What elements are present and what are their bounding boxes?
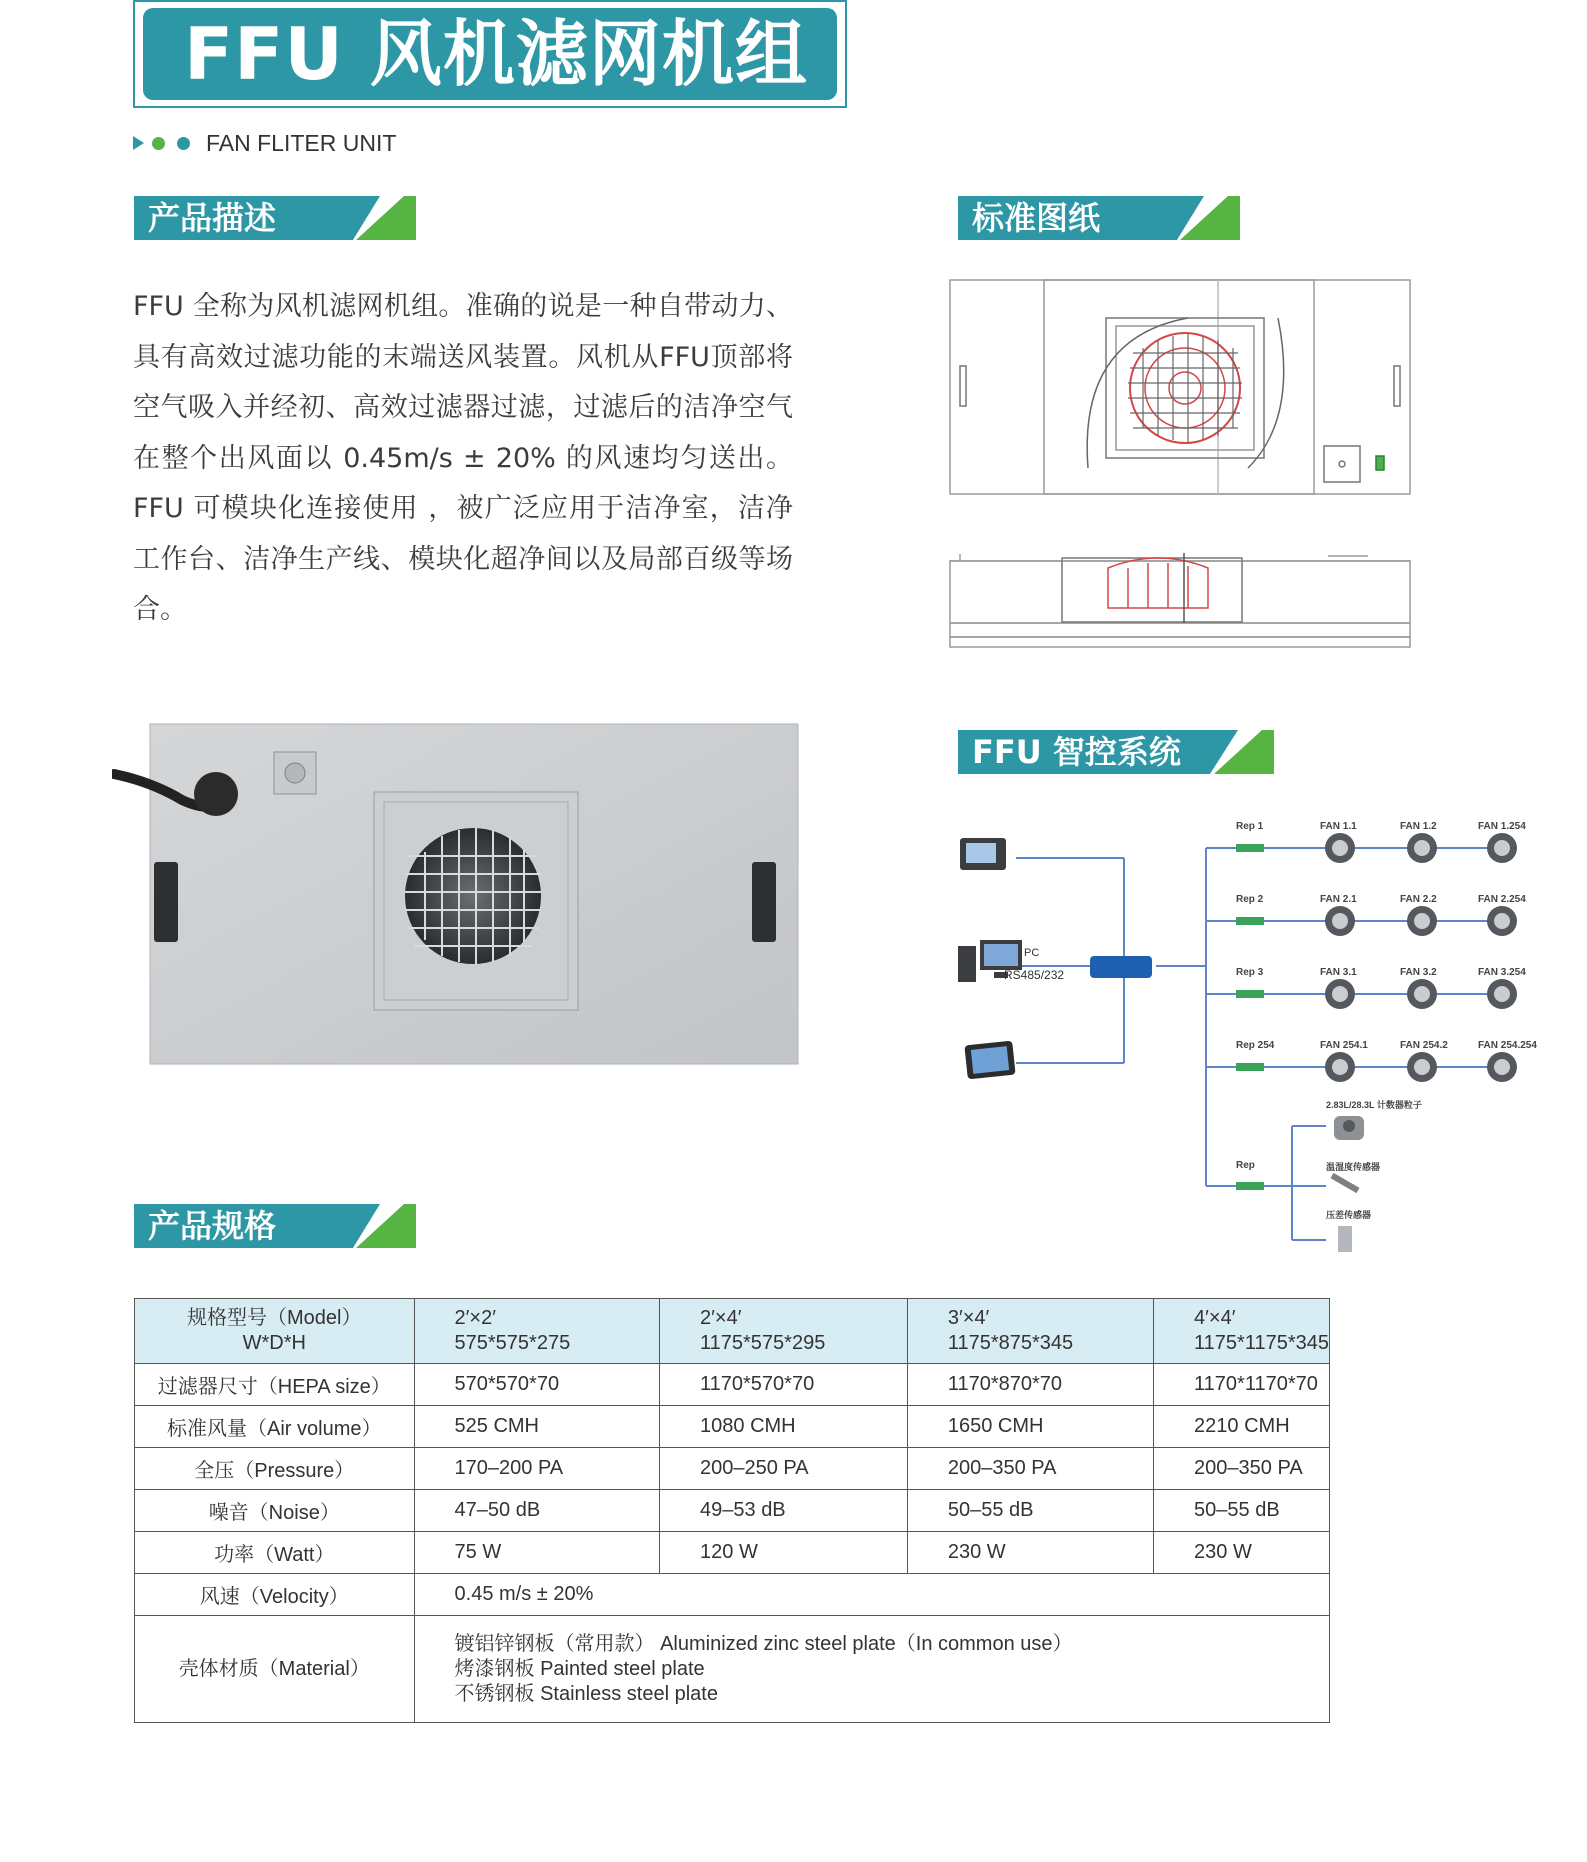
sensor-label: 压差传感器 <box>1326 1210 1372 1220</box>
section-title: 标准图纸 <box>972 199 1101 237</box>
control-system-diagram <box>906 808 1576 1268</box>
fan-icon <box>1487 833 1517 863</box>
tablet-icon <box>964 1041 1015 1080</box>
fan-label: FAN 1.254 <box>1478 821 1526 832</box>
table-row: 噪音（Noise） 47–50 dB 49–53 dB 50–55 dB 50–55 dB <box>135 1490 1330 1532</box>
product-photo <box>112 722 802 1072</box>
section-title: 产品规格 <box>148 1207 277 1245</box>
spec-table <box>134 1298 1330 1723</box>
green-dot-icon <box>152 137 165 150</box>
particle-counter-icon <box>1334 1116 1364 1140</box>
converter-icon <box>1090 956 1152 978</box>
fan-icon <box>1325 833 1355 863</box>
fan-icon <box>1407 833 1437 863</box>
sensor-label: 2.83L/28.3L 计数器粒子 <box>1326 1100 1422 1110</box>
repeater-icon <box>1236 990 1264 998</box>
page-title: FFU 风机滤网机组 <box>184 12 808 96</box>
fan-label: FAN 1.2 <box>1400 821 1437 832</box>
rep-label: Rep 2 <box>1236 894 1264 905</box>
fan-label: FAN 3.254 <box>1478 967 1526 978</box>
model-cell: 2′×2′ 575*575*275 <box>414 1299 659 1364</box>
fan-label: FAN 254.254 <box>1478 1040 1537 1051</box>
model-cell: 2′×4′ 1175*575*295 <box>660 1299 908 1364</box>
model-cell: 4′×4′ 1175*1175*345 <box>1154 1299 1330 1364</box>
rep-label: Rep 3 <box>1236 967 1264 978</box>
fan-icon <box>1407 979 1437 1009</box>
triangle-bullet-icon <box>133 136 144 150</box>
fan-icon <box>1325 979 1355 1009</box>
fan-label: FAN 3.2 <box>1400 967 1437 978</box>
fan-label: FAN 254.1 <box>1320 1040 1368 1051</box>
fan-label: FAN 2.254 <box>1478 894 1526 905</box>
section-header-drawing <box>958 196 1240 240</box>
table-row: 全压（Pressure） 170–200 PA 200–250 PA 200–350 PA 200–350 PA <box>135 1448 1330 1490</box>
fan-icon <box>1487 1052 1517 1082</box>
material-cell: 镀铝锌钢板（常用款） Aluminized zinc steel plate（In common use） 烤漆钢板 Painted steel plate 不锈钢板 Stainless steel plate <box>414 1616 1329 1723</box>
rep-label: Rep <box>1236 1160 1255 1171</box>
section-header-spec <box>134 1204 416 1248</box>
subtitle-row <box>133 130 396 156</box>
fan-icon <box>1325 1052 1355 1082</box>
top-view-drawing <box>950 280 1410 494</box>
section-title: FFU 智控系统 <box>972 733 1181 771</box>
table-row-material: 壳体材质（Material） 镀铝锌钢板（常用款） Aluminized zinc steel plate（In common use） 烤漆钢板 Painted steel plate 不锈钢板 Stainless steel plate <box>135 1616 1330 1723</box>
right-handle <box>752 862 776 942</box>
fan-icon <box>1487 979 1517 1009</box>
fan-icon <box>1407 1052 1437 1082</box>
teal-dot-icon <box>177 137 190 150</box>
fan-label: FAN 1.1 <box>1320 821 1357 832</box>
model-cell: 3′×4′ 1175*875*345 <box>907 1299 1153 1364</box>
repeater-icon <box>1236 844 1264 852</box>
side-view-drawing <box>950 553 1410 647</box>
touch-panel-icon <box>960 838 1006 870</box>
rep-label: Rep 1 <box>1236 821 1264 832</box>
sensor-label: 温湿度传感器 <box>1326 1162 1381 1172</box>
fan-icon <box>1487 906 1517 936</box>
bus-label: RS485/232 <box>1004 968 1065 982</box>
table-row-velocity: 风速（Velocity） 0.45 m/s ± 20% <box>135 1574 1330 1616</box>
rep-label: Rep 254 <box>1236 1040 1275 1051</box>
table-row: 功率（Watt） 75 W 120 W 230 W 230 W <box>135 1532 1330 1574</box>
standard-drawing <box>948 278 1418 670</box>
section-header-control <box>958 730 1274 774</box>
fan-icon <box>1407 906 1437 936</box>
table-header-row <box>135 1299 1330 1364</box>
model-header-cell: 规格型号（Model） W*D*H <box>135 1299 415 1364</box>
cable-gland <box>194 772 238 816</box>
table-row: 过滤器尺寸（HEPA size） 570*570*70 1170*570*70 1170*870*70 1170*1170*70 <box>135 1364 1330 1406</box>
page-subtitle: FAN FLITER UNIT <box>206 129 397 156</box>
fan-label: FAN 3.1 <box>1320 967 1357 978</box>
section-title: 产品描述 <box>148 199 277 237</box>
table-row: 标准风量（Air volume） 525 CMH 1080 CMH 1650 CMH 2210 CMH <box>135 1406 1330 1448</box>
fan-label: FAN 254.2 <box>1400 1040 1448 1051</box>
description-text: FFU 全称为风机滤网机组。准确的说是一种自带动力、具有高效过滤功能的末端送风装置。风机从FFU顶部将空气吸入并经初、高效过滤器过滤，过滤后的洁净空气在整个出风面以 0.45m/s ± 20% 的风速均匀送出。FFU 可模块化连接使用 ，被广泛应用于洁净室，洁净工作台、洁净生产线、模块化超净间以及局部百级等场合。 <box>133 291 793 625</box>
fan-icon <box>1325 906 1355 936</box>
temp-humidity-sensor-icon <box>1331 1173 1360 1193</box>
repeater-icon <box>1236 917 1264 925</box>
left-handle <box>154 862 178 942</box>
fan-label: FAN 2.2 <box>1400 894 1437 905</box>
repeater-icon <box>1236 1063 1264 1071</box>
pc-label: PC <box>1024 947 1040 959</box>
section-header-description <box>134 196 416 240</box>
pressure-sensor-icon <box>1338 1226 1352 1252</box>
fan-label: FAN 2.1 <box>1320 894 1357 905</box>
repeater-icon <box>1236 1182 1264 1190</box>
